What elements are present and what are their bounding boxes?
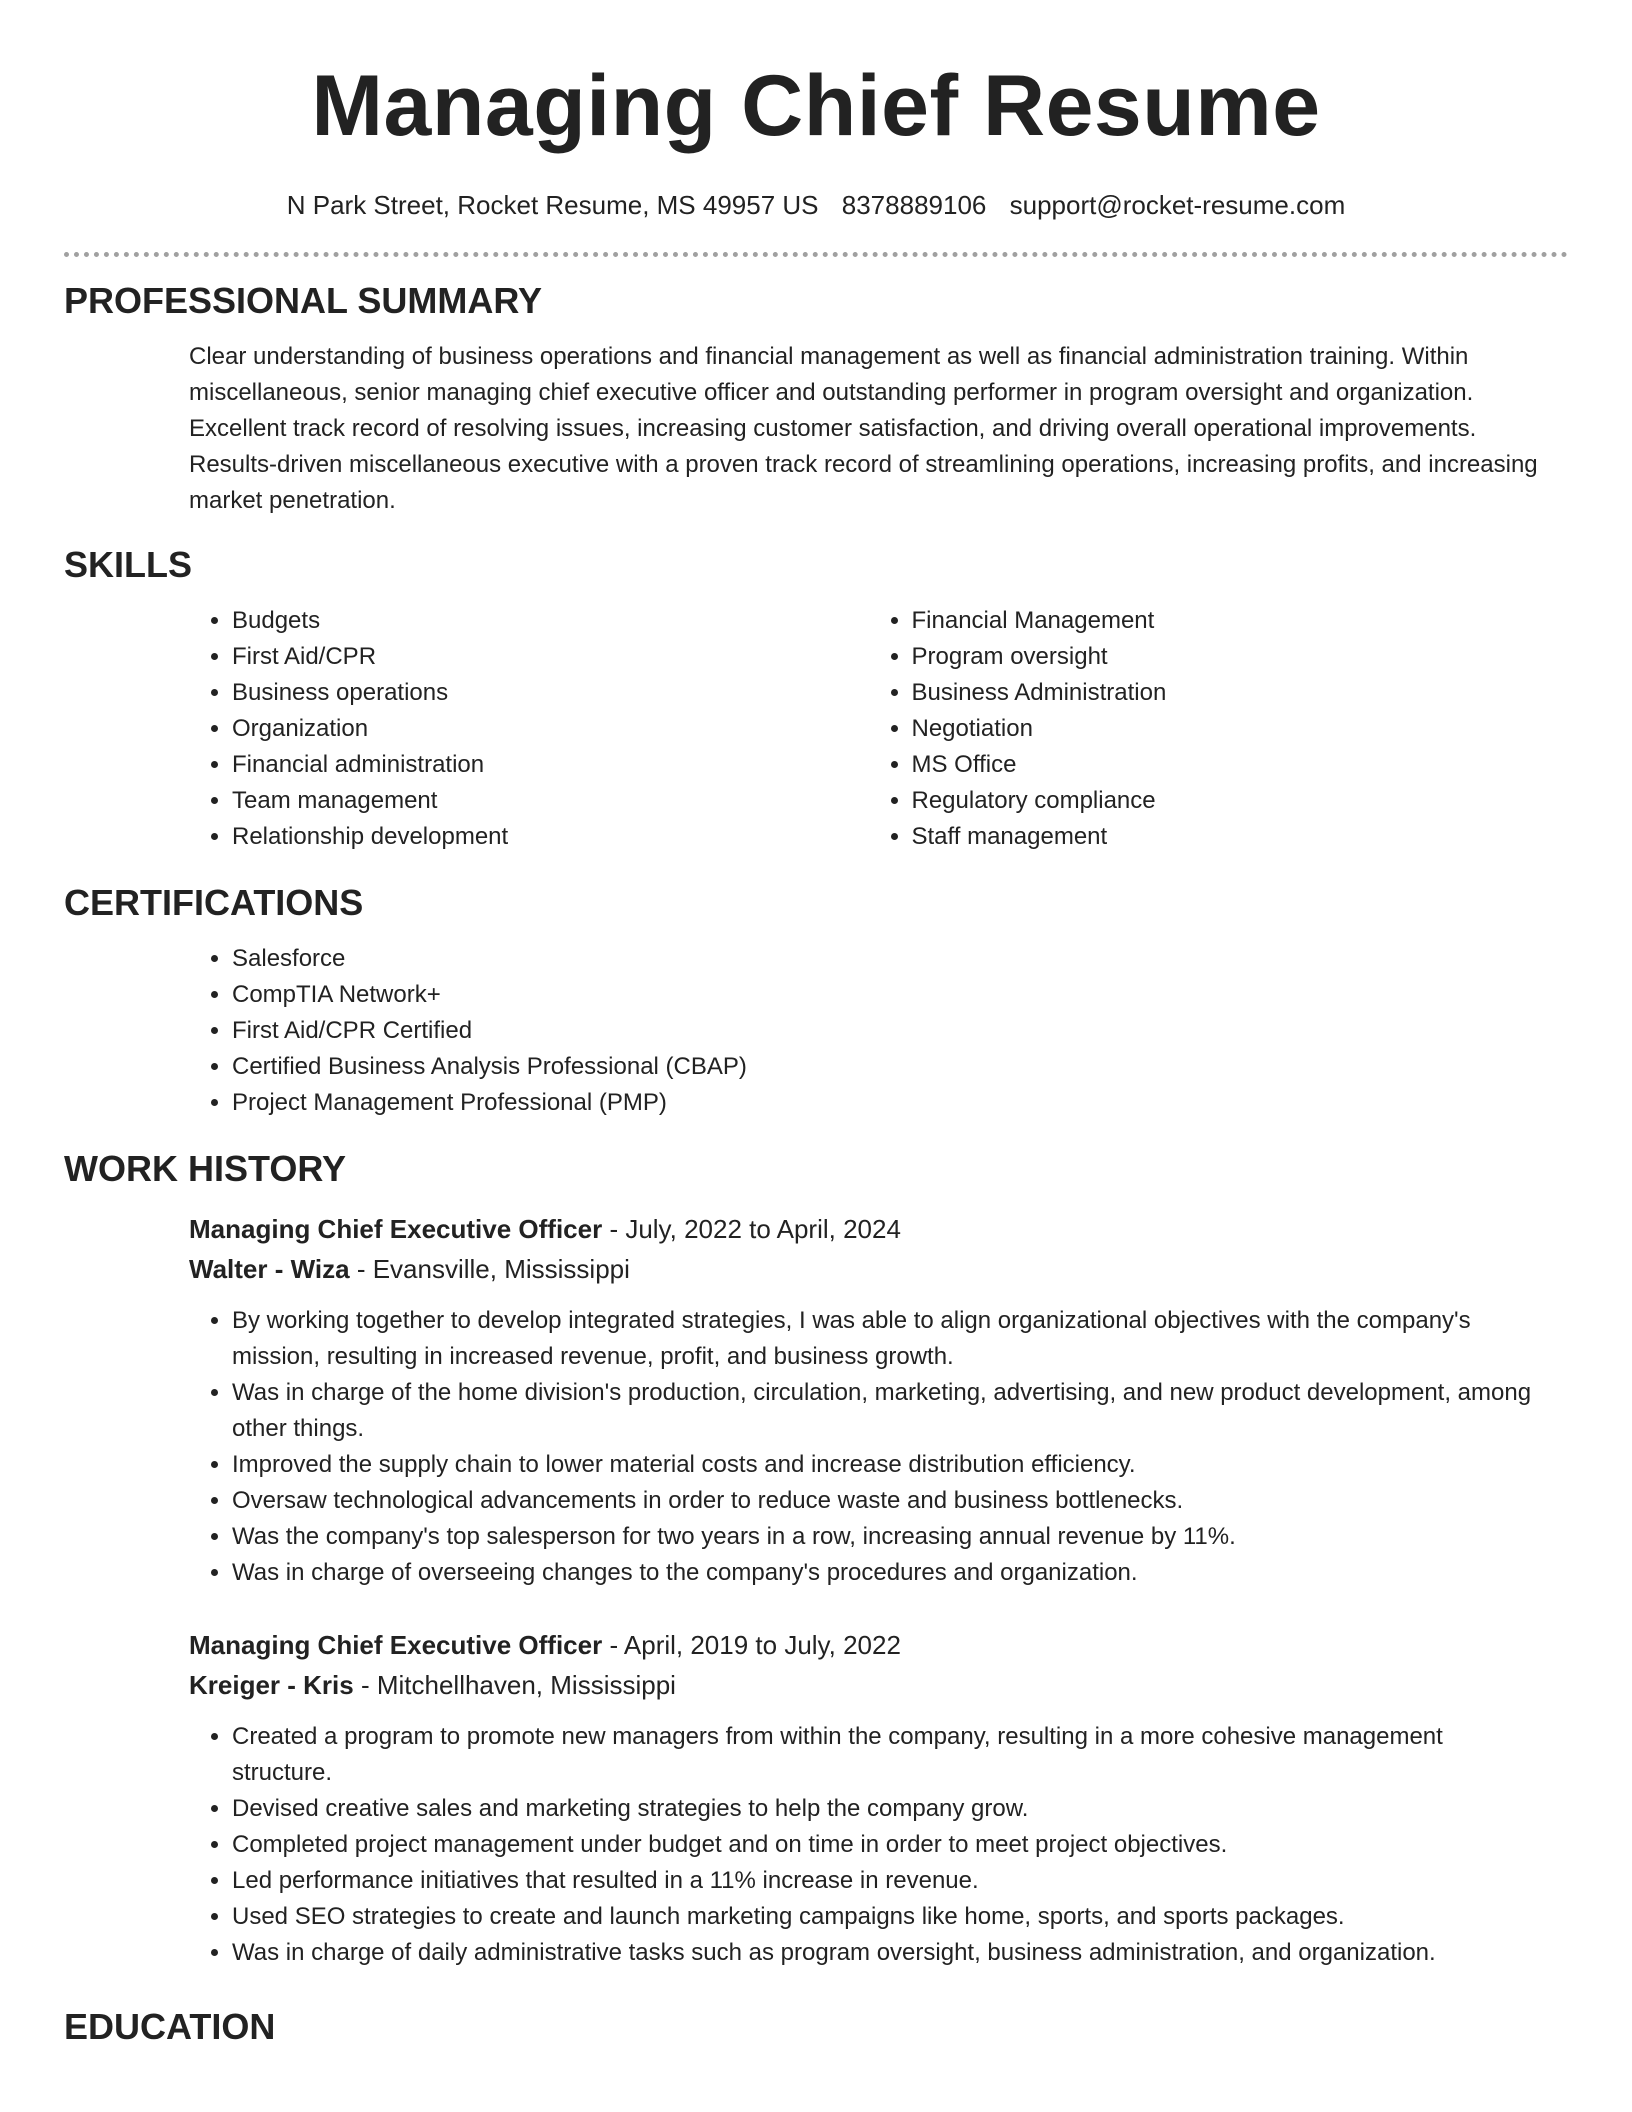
contact-email[interactable]: support@rocket-resume.com — [1009, 190, 1346, 220]
certifications-section — [64, 881, 1568, 1121]
skill-item: • Business operations — [232, 675, 869, 711]
job-bullet: • Completed project management under budget and on time in order to meet project objectives. — [232, 1827, 1548, 1863]
job-dates: - April, 2019 to July, 2022 — [602, 1630, 901, 1660]
job-bullet: • By working together to develop integrated strategies, I was able to align organizational objectives with the company's mission, resulting in increased revenue, profit, and business growth. — [232, 1303, 1548, 1375]
education-section — [64, 2005, 1568, 2049]
job-dates: - July, 2022 to April, 2024 — [602, 1214, 901, 1244]
job-bullet: • Oversaw technological advancements in order to reduce waste and business bottlenecks. — [232, 1483, 1548, 1519]
certifications-list — [189, 941, 1548, 1121]
job-role: Managing Chief Executive Officer — [189, 1630, 603, 1660]
certification-item: • Certified Business Analysis Professional (CBAP) — [232, 1049, 1548, 1085]
section-title-certifications: CERTIFICATIONS — [64, 882, 364, 923]
certification-item: • Project Management Professional (PMP) — [232, 1085, 1548, 1121]
job-bullet: • Created a program to promote new managers from within the company, resulting in a more cohesive management structure. — [232, 1719, 1548, 1791]
skill-item: • Program oversight — [912, 639, 1549, 675]
header-divider — [64, 252, 1568, 257]
skill-item: • Regulatory compliance — [912, 783, 1549, 819]
skills-list-right — [869, 603, 1549, 855]
work-history-section — [64, 1147, 1568, 1971]
job-bullet: • Was in charge of the home division's production, circulation, marketing, advertising, and new product development, among other things. — [232, 1375, 1548, 1447]
job-bullet: • Improved the supply chain to lower material costs and increase distribution efficiency. — [232, 1447, 1548, 1483]
job-company-line — [189, 1665, 1548, 1705]
job-location: - Evansville, Mississippi — [349, 1254, 630, 1284]
professional-summary-section — [64, 279, 1568, 519]
section-title-summary: PROFESSIONAL SUMMARY — [64, 280, 543, 321]
job-location: - Mitchellhaven, Mississippi — [353, 1670, 676, 1700]
job-company: Walter - Wiza — [189, 1254, 350, 1284]
contact-line — [64, 188, 1568, 222]
skill-item: • Negotiation — [912, 711, 1549, 747]
job-entry — [189, 1625, 1548, 1971]
skill-item: • Financial Management — [912, 603, 1549, 639]
job-bullets — [189, 1303, 1548, 1591]
contact-phone: 8378889106 — [841, 190, 987, 220]
skill-item: • Staff management — [912, 819, 1549, 855]
certification-item: • CompTIA Network+ — [232, 977, 1548, 1013]
contact-address: N Park Street, Rocket Resume, MS 49957 US — [286, 190, 819, 220]
job-title-line — [189, 1209, 1548, 1249]
skill-item: • Financial administration — [232, 747, 869, 783]
job-title-line — [189, 1625, 1548, 1665]
skill-item: • Budgets — [232, 603, 869, 639]
job-entry — [189, 1209, 1548, 1591]
job-bullet: • Devised creative sales and marketing strategies to help the company grow. — [232, 1791, 1548, 1827]
job-company: Kreiger - Kris — [189, 1670, 354, 1700]
skill-item: • MS Office — [912, 747, 1549, 783]
skill-item: • Business Administration — [912, 675, 1549, 711]
skill-item: • Organization — [232, 711, 869, 747]
section-title-work-history: WORK HISTORY — [64, 1148, 347, 1189]
skill-item: • Relationship development — [232, 819, 869, 855]
skills-section — [64, 543, 1568, 855]
summary-text: Clear understanding of business operations and financial management as well as financial administration training. Within miscellaneous, senior managing chief executive officer and outstanding performer in program oversight and organization. Excellent track record of resolving issues, increasing customer satisfaction, and driving overall operational improvements. Results-driven miscellaneous executive with a proven track record of streamlining operations, increasing profits, and increasing market penetration. — [189, 343, 1538, 514]
job-bullets — [189, 1719, 1548, 1971]
job-company-line — [189, 1249, 1548, 1289]
job-bullet: • Was in charge of daily administrative tasks such as program oversight, business administration, and organization. — [232, 1935, 1548, 1971]
resume-name: Managing Chief Resume — [311, 58, 1321, 154]
skill-item: • First Aid/CPR — [232, 639, 869, 675]
job-bullet: • Was in charge of overseeing changes to the company's procedures and organization. — [232, 1555, 1548, 1591]
job-bullet: • Used SEO strategies to create and launch marketing campaigns like home, sports, and sports packages. — [232, 1899, 1548, 1935]
certification-item: • First Aid/CPR Certified — [232, 1013, 1548, 1049]
job-role: Managing Chief Executive Officer — [189, 1214, 603, 1244]
section-title-education: EDUCATION — [64, 2006, 276, 2047]
job-bullet: • Was the company's top salesperson for two years in a row, increasing annual revenue by 11%. — [232, 1519, 1548, 1555]
resume-header — [64, 0, 1568, 257]
skills-list-left — [189, 603, 869, 855]
section-title-skills: SKILLS — [64, 544, 193, 585]
job-bullet: • Led performance initiatives that resulted in a 11% increase in revenue. — [232, 1863, 1548, 1899]
certification-item: • Salesforce — [232, 941, 1548, 977]
skill-item: • Team management — [232, 783, 869, 819]
